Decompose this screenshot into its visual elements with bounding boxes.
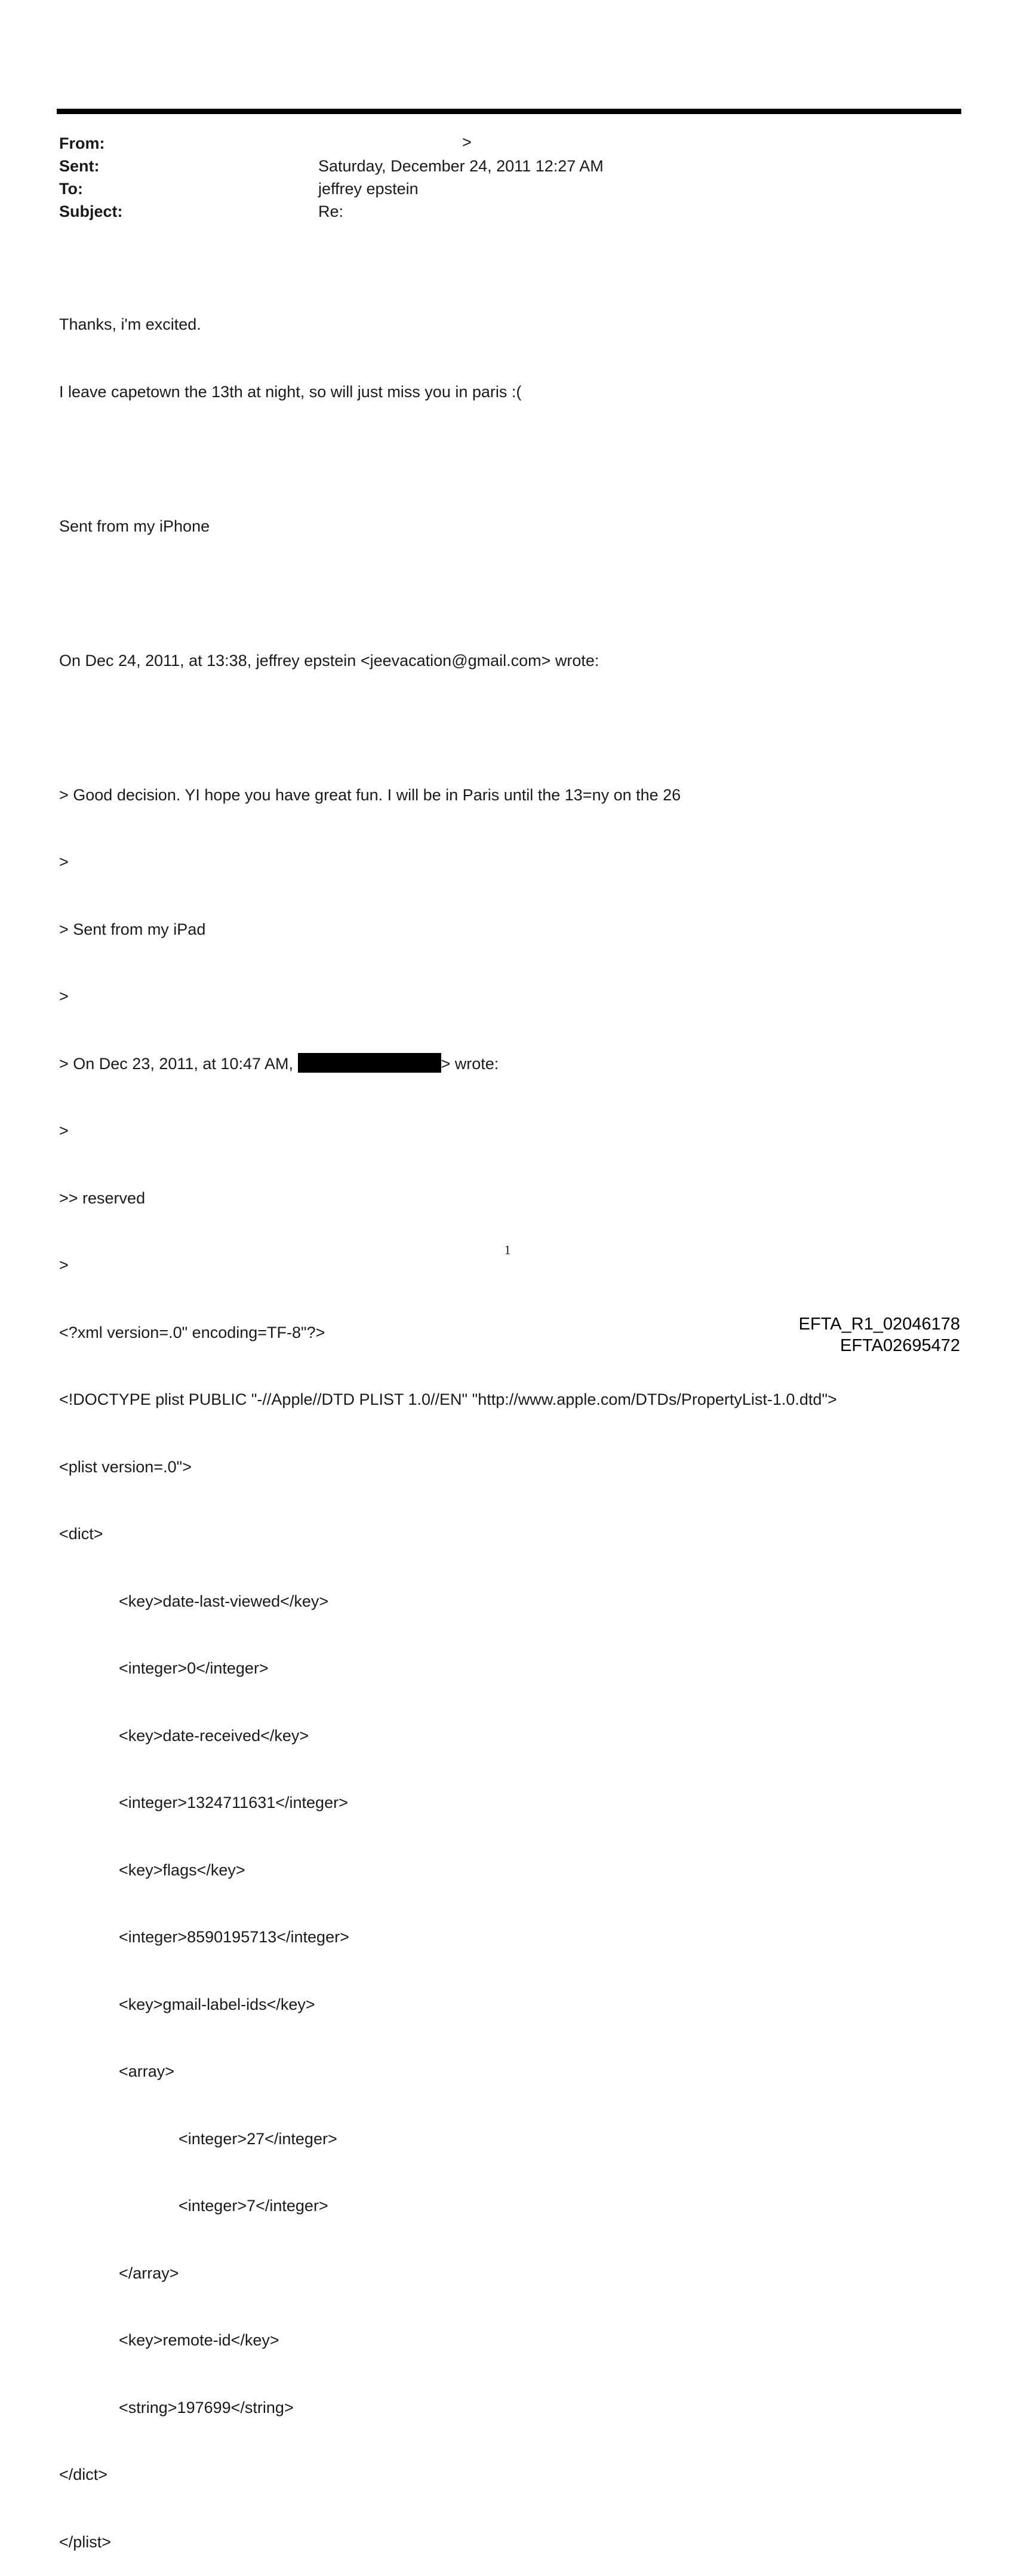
quoted-attribution-line: [59, 1053, 837, 1076]
sent-value: Saturday, December 24, 2011 12:27 AM: [318, 157, 604, 175]
xml-line: </plist>: [59, 2532, 112, 2551]
quoted-attribution-suffix: > wrote:: [441, 1054, 499, 1073]
body-line: [59, 717, 837, 739]
xml-line: <key>date-last-viewed</key>: [119, 1592, 329, 1610]
redacted-sender: [318, 133, 462, 153]
xml-line: </array>: [119, 2264, 179, 2282]
quoted-attribution-prefix: > On Dec 23, 2011, at 10:47 AM,: [59, 1054, 298, 1073]
xml-line: <key>gmail-label-ids</key>: [119, 1995, 315, 2013]
xml-line: <string>197699</string>: [119, 2398, 294, 2417]
page-number: 1: [504, 1242, 511, 1257]
xml-line: <array>: [119, 2062, 175, 2080]
xml-line: <integer>7</integer>: [179, 2197, 328, 2215]
xml-line: </dict>: [59, 2466, 108, 2483]
email-body: [59, 269, 837, 2576]
quoted-line: > Sent from my iPad: [59, 920, 206, 938]
body-line: I leave capetown the 13th at night, so will just miss you in paris :(: [59, 382, 522, 401]
xml-line: <integer>1324711631</integer>: [119, 1794, 348, 1812]
signature-line: Sent from my iPhone: [59, 517, 210, 535]
subject-label: Subject:: [59, 202, 123, 220]
quoted-line: >: [59, 1122, 69, 1140]
xml-line: <!DOCTYPE plist PUBLIC "-//Apple//DTD PLIST 1.0//EN" "http://www.apple.com/DTDs/PropertyList-1.0.dtd">: [59, 1390, 837, 1408]
subject-value: Re:: [318, 202, 344, 220]
quoted-line: >> reserved: [59, 1189, 146, 1207]
quoted-line: >: [59, 1256, 69, 1274]
bates-number-primary: EFTA_R1_02046178: [798, 1315, 960, 1334]
body-line: [59, 448, 837, 471]
xml-line: <key>date-received</key>: [119, 1726, 309, 1745]
to-label: To:: [59, 180, 83, 198]
xml-line: <key>flags</key>: [119, 1860, 245, 1879]
to-value: jeffrey epstein: [318, 180, 419, 198]
redacted-sender-inline: [298, 1053, 441, 1073]
xml-line: <key>remote-id</key>: [119, 2331, 279, 2349]
bates-number-secondary: EFTA02695472: [840, 1336, 960, 1355]
from-value-suffix: >: [462, 133, 472, 151]
xml-line: <integer>0</integer>: [119, 1659, 269, 1677]
xml-line: <integer>8590195713</integer>: [119, 1928, 349, 1946]
quoted-line: >: [59, 853, 69, 871]
quoted-line: >: [59, 987, 69, 1005]
quoted-line: > Good decision. YI hope you have great fun. I will be in Paris until the 13=ny on the 26: [59, 785, 681, 804]
body-line: Thanks, i'm excited.: [59, 315, 201, 333]
sent-label: Sent:: [59, 157, 100, 175]
xml-line: <?xml version=.0" encoding=TF-8"?>: [59, 1323, 325, 1341]
body-line: [59, 582, 837, 605]
xml-line: <integer>27</integer>: [179, 2129, 337, 2148]
header-rule: [57, 109, 961, 114]
from-label: From:: [59, 134, 105, 152]
xml-line: <dict>: [59, 1525, 103, 1543]
xml-line: <plist version=.0">: [59, 1457, 192, 1476]
quote-attribution: On Dec 24, 2011, at 13:38, jeffrey epstein <jeevacation@gmail.com> wrote:: [59, 651, 599, 670]
